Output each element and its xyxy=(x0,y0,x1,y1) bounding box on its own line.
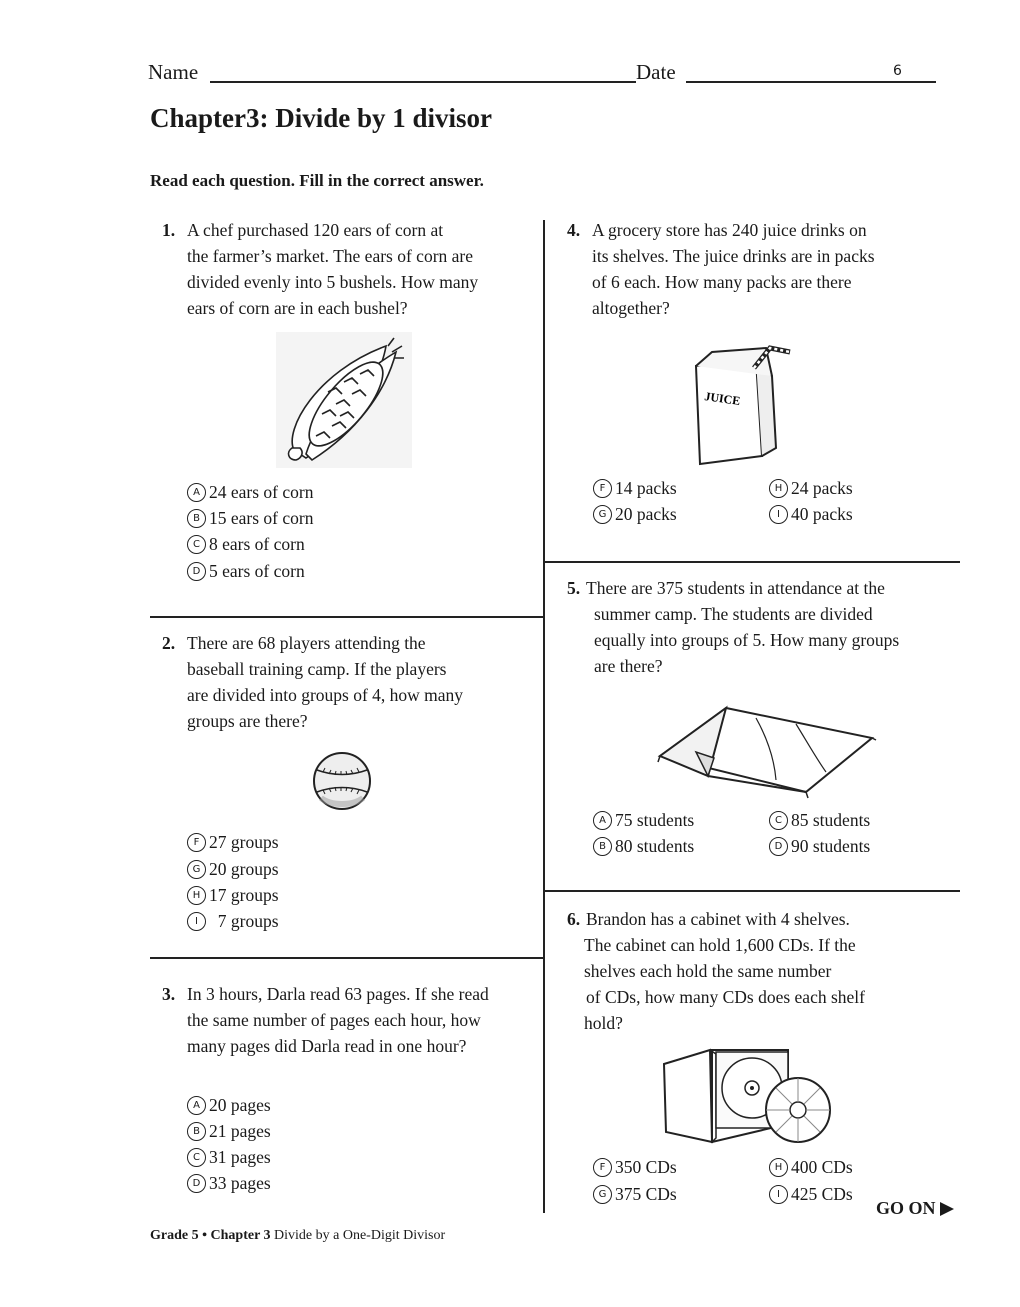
date-value: 6 xyxy=(893,63,902,79)
question-line: ears of corn are in each bushel? xyxy=(187,298,408,318)
divider-q2-q3 xyxy=(150,957,544,959)
question-2 xyxy=(162,630,532,740)
answer-option[interactable] xyxy=(187,1146,271,1168)
answer-option[interactable] xyxy=(187,910,279,932)
question-number: 1. xyxy=(162,220,176,240)
column-divider xyxy=(543,220,545,1213)
answer-bubble[interactable]: D xyxy=(769,837,788,856)
answer-text: 20 groups xyxy=(209,859,279,879)
question-line: are there? xyxy=(594,656,663,676)
answer-text: 40 packs xyxy=(791,504,853,524)
go-on-label xyxy=(876,1198,955,1219)
answer-text: 85 students xyxy=(791,810,871,830)
tent-icon xyxy=(656,696,878,800)
answer-bubble[interactable]: F xyxy=(593,1158,612,1177)
question-line: hold? xyxy=(584,1013,623,1033)
answer-bubble[interactable]: H xyxy=(187,886,206,905)
answer-text: 80 students xyxy=(615,836,695,856)
question-line: of CDs, how many CDs does each shelf xyxy=(586,987,865,1007)
answer-bubble[interactable]: B xyxy=(187,509,206,528)
date-label: Date xyxy=(636,60,676,84)
answer-option[interactable] xyxy=(593,503,677,525)
answer-text: 33 pages xyxy=(209,1173,271,1193)
answer-option[interactable] xyxy=(187,533,305,555)
question-line: divided evenly into 5 bushels. How many xyxy=(187,272,479,292)
question-number: 2. xyxy=(162,633,176,653)
juice-box-icon xyxy=(690,336,802,466)
answer-bubble[interactable]: B xyxy=(187,1122,206,1141)
answer-text: 375 CDs xyxy=(615,1184,677,1204)
answer-text: 400 CDs xyxy=(791,1157,853,1177)
answer-option[interactable] xyxy=(769,809,870,831)
answer-text: 24 packs xyxy=(791,478,853,498)
page-footer xyxy=(150,1228,445,1244)
answer-option[interactable] xyxy=(769,1183,853,1205)
question-6 xyxy=(567,906,952,1040)
question-3 xyxy=(162,981,537,1065)
answer-text: 8 ears of corn xyxy=(209,534,305,554)
question-number: 6. xyxy=(567,909,581,929)
instructions: Read each question. Fill in the correct answer. xyxy=(150,171,484,190)
baseball-icon xyxy=(311,750,373,812)
question-line: are divided into groups of 4, how many xyxy=(187,685,464,705)
answer-text: 20 pages xyxy=(209,1095,271,1115)
question-4 xyxy=(567,217,952,327)
answer-bubble[interactable]: A xyxy=(187,483,206,502)
answer-bubble[interactable]: G xyxy=(593,1185,612,1204)
question-5 xyxy=(567,575,952,685)
question-line: Brandon has a cabinet with 4 shelves. xyxy=(586,909,850,929)
answer-text: 24 ears of corn xyxy=(209,482,314,502)
question-1 xyxy=(162,217,532,327)
go-on-text: GO ON xyxy=(876,1198,936,1218)
answer-option[interactable] xyxy=(769,503,853,525)
answer-option[interactable] xyxy=(187,1120,271,1142)
question-number: 5. xyxy=(567,578,581,598)
question-line: its shelves. The juice drinks are in packs xyxy=(592,246,875,266)
answer-option[interactable] xyxy=(593,1183,677,1205)
answer-option[interactable] xyxy=(187,481,313,503)
answer-option[interactable] xyxy=(769,1156,853,1178)
answer-option[interactable] xyxy=(187,1094,271,1116)
answer-bubble[interactable]: A xyxy=(593,811,612,830)
question-line: There are 375 students in attendance at the xyxy=(586,578,885,598)
question-line: of 6 each. How many packs are there xyxy=(592,272,852,292)
question-line: In 3 hours, Darla read 63 pages. If she read xyxy=(187,984,489,1004)
answer-bubble[interactable]: C xyxy=(187,1148,206,1167)
answer-option[interactable] xyxy=(187,831,279,853)
answer-option[interactable] xyxy=(187,884,279,906)
footer-grade: Grade 5 • Chapter 3 xyxy=(150,1228,271,1243)
answer-bubble[interactable]: F xyxy=(187,833,206,852)
answer-bubble[interactable]: I xyxy=(769,1185,788,1204)
answer-bubble[interactable]: I xyxy=(187,912,206,931)
question-line: The cabinet can hold 1,600 CDs. If the xyxy=(584,935,856,955)
answer-option[interactable] xyxy=(769,477,853,499)
answer-bubble[interactable]: D xyxy=(187,1174,206,1193)
divider-q5-q6 xyxy=(545,890,960,892)
answer-bubble[interactable]: F xyxy=(593,479,612,498)
answer-option[interactable] xyxy=(187,1172,271,1194)
answer-bubble[interactable]: I xyxy=(769,505,788,524)
answer-option[interactable] xyxy=(593,1156,677,1178)
answer-bubble[interactable]: C xyxy=(187,535,206,554)
page-title: Chapter3: Divide by 1 divisor xyxy=(150,103,493,133)
answer-text: 14 packs xyxy=(615,478,677,498)
question-number: 3. xyxy=(162,984,176,1004)
answer-bubble[interactable]: G xyxy=(593,505,612,524)
question-line: groups are there? xyxy=(187,711,308,731)
answer-text: 15 ears of corn xyxy=(209,508,314,528)
answer-option[interactable] xyxy=(593,477,677,499)
question-line: shelves each hold the same number xyxy=(584,961,832,981)
question-number: 4. xyxy=(567,220,581,240)
right-triangle-icon xyxy=(939,1201,955,1217)
question-line: the same number of pages each hour, how xyxy=(187,1010,481,1030)
juice-box-label: JUICE xyxy=(703,389,742,408)
cd-case-icon xyxy=(660,1048,836,1144)
answer-text: 5 ears of corn xyxy=(209,561,305,581)
answer-bubble[interactable]: B xyxy=(593,837,612,856)
answer-option[interactable] xyxy=(187,858,279,880)
question-line: A chef purchased 120 ears of corn at xyxy=(187,220,444,240)
answer-text: 21 pages xyxy=(209,1121,271,1141)
corn-icon xyxy=(276,332,412,468)
question-line: baseball training camp. If the players xyxy=(187,659,447,679)
question-line: A grocery store has 240 juice drinks on xyxy=(592,220,867,240)
question-line: many pages did Darla read in one hour? xyxy=(187,1036,467,1056)
answer-text: 350 CDs xyxy=(615,1157,677,1177)
answer-bubble[interactable]: H xyxy=(769,479,788,498)
footer-subtitle: Divide by a One-Digit Divisor xyxy=(274,1228,446,1243)
question-line: summer camp. The students are divided xyxy=(594,604,873,624)
answer-text: 90 students xyxy=(791,836,871,856)
answer-text: 425 CDs xyxy=(791,1184,853,1204)
answer-option[interactable] xyxy=(593,835,694,857)
question-line: There are 68 players attending the xyxy=(187,633,426,653)
name-field[interactable] xyxy=(210,64,636,83)
answer-text: 27 groups xyxy=(209,832,279,852)
divider-q1-q2 xyxy=(150,616,544,618)
answer-option[interactable] xyxy=(187,560,305,582)
answer-text: 20 packs xyxy=(615,504,677,524)
divider-q4-q5 xyxy=(545,561,960,563)
name-label: Name xyxy=(148,60,199,84)
answer-option[interactable] xyxy=(593,809,694,831)
question-line: altogether? xyxy=(592,298,670,318)
answer-text: 17 groups xyxy=(209,885,279,905)
answer-bubble[interactable]: A xyxy=(187,1096,206,1115)
answer-bubble[interactable]: C xyxy=(769,811,788,830)
answer-text: 7 groups xyxy=(209,911,279,931)
question-line: equally into groups of 5. How many groups xyxy=(594,630,900,650)
question-line: the farmer’s market. The ears of corn are xyxy=(187,246,474,266)
answer-text: 31 pages xyxy=(209,1147,271,1167)
answer-option[interactable] xyxy=(187,507,313,529)
answer-option[interactable] xyxy=(769,835,870,857)
answer-text: 75 students xyxy=(615,810,695,830)
answer-bubble[interactable]: H xyxy=(769,1158,788,1177)
answer-bubble[interactable]: D xyxy=(187,562,206,581)
answer-bubble[interactable]: G xyxy=(187,860,206,879)
